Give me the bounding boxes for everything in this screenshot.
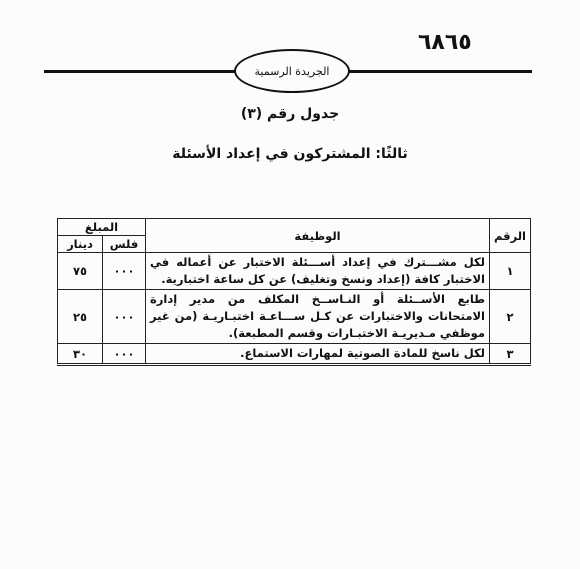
row-number: ١ [490,253,531,290]
row-fils: ٠٠٠ [103,344,146,365]
row-job: طابع الأســئلة أو النـاســخ المكلف من مدير إدارة الامتحانات والاختبارات عن كـل ســـاعـة اختبـاريـة (من غير موظفي مـديريـة الاختبـارات وقسم المطبعة). [146,290,490,344]
header-fils: فلس [103,236,146,253]
table-caption: جدول رقم (٣) [240,106,340,122]
row-number: ٢ [490,290,531,344]
publication-title: الجريدة الرسمية [254,64,330,78]
fees-table [57,218,531,366]
row-fils: ٠٠٠ [103,253,146,290]
row-dinar: ٧٥ [58,253,103,290]
table-row [58,253,531,290]
row-dinar: ٣٠ [58,344,103,365]
publication-emblem [234,49,350,93]
row-fils: ٠٠٠ [103,290,146,344]
header-number: الرقم [490,219,531,253]
header-dinar: دينار [58,236,103,253]
header-job: الوظيفة [146,219,490,253]
section-heading: ثالثًا: المشتركون في إعداد الأسئلة [172,146,408,162]
header-rule-right [346,70,532,73]
table-row [58,290,531,344]
row-job: لكل مشـــترك في إعداد أســـئلة الاختبار عن أعماله في الاختبار كافة (إعداد ونسخ وتغليف) عن كل ساعة اختبارية. [146,253,490,290]
header-rule-left [44,70,238,73]
row-job: لكل ناسخ للمادة الصوتية لمهارات الاستماع. [146,344,490,365]
page-number: ٦٨٦٥ [418,30,472,55]
header-amount: المبلغ [58,219,146,236]
row-dinar: ٢٥ [58,290,103,344]
row-number: ٣ [490,344,531,365]
table-row [58,344,531,365]
